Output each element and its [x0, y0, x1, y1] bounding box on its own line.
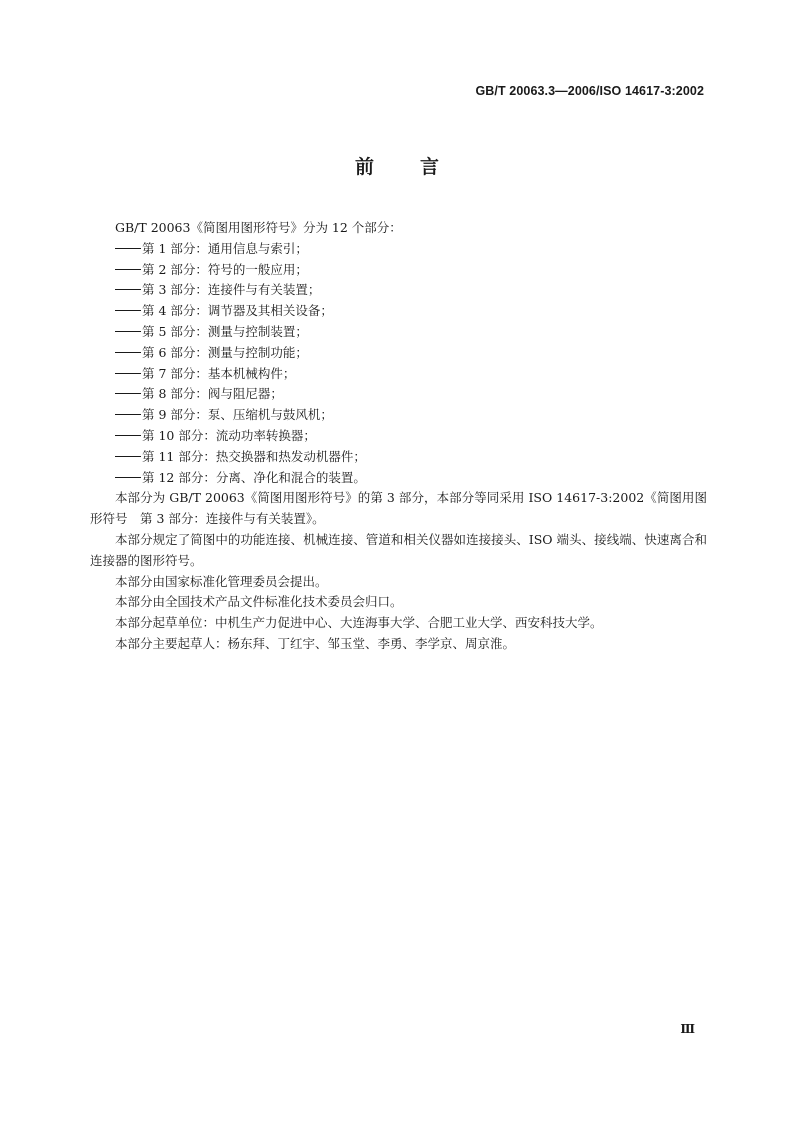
foreword-body — [90, 218, 707, 655]
list-item-part-12: 第 12 部分：分离、净化和混合的装置。 — [90, 468, 707, 489]
page-title-char-1: 前 — [354, 156, 374, 178]
paragraph-proposed-by: 本部分由国家标准化管理委员会提出。 — [115, 573, 328, 589]
paragraph-scope: 本部分规定了简图中的功能连接、机械连接、管道和相关仪器如连接接头、ISO 端头、接线端、快速离合和连接器的图形符号。 — [90, 531, 707, 568]
list-item-part-4: 第 4 部分：调节器及其相关设备； — [90, 301, 707, 322]
list-item-part-7: 第 7 部分：基本机械构件； — [90, 364, 707, 385]
list-item-part-10: 第 10 部分：流动功率转换器； — [90, 426, 707, 447]
list-item-part-5: 第 5 部分：测量与控制装置； — [90, 322, 707, 343]
list-item-part-11: 第 11 部分：热交换器和热发动机器件； — [90, 447, 707, 468]
page-title — [0, 152, 794, 179]
paragraph-relationship: 本部分为 GB/T 20063《简图用图形符号》的第 3 部分，本部分等同采用 ISO 14617-3:2002《简图用图形符号 第 3 部分：连接件与有关装置》。 — [90, 490, 707, 527]
paragraph-responsible-committee: 本部分由全国技术产品文件标准化技术委员会归口。 — [115, 594, 403, 610]
list-item-part-3: 第 3 部分：连接件与有关装置； — [90, 280, 707, 301]
page-number: Ⅲ — [680, 1022, 695, 1036]
list-item-part-9: 第 9 部分：泵、压缩机与鼓风机； — [90, 405, 707, 426]
standard-number-header: GB/T 20063.3—2006/ISO 14617-3:2002 — [475, 84, 704, 98]
list-item-part-2: 第 2 部分：符号的一般应用； — [90, 260, 707, 281]
list-item-part-8: 第 8 部分：阀与阻尼器； — [90, 384, 707, 405]
list-item-part-1: 第 1 部分：通用信息与索引； — [90, 239, 707, 260]
list-item-part-6: 第 6 部分：测量与控制功能； — [90, 343, 707, 364]
paragraph-drafting-units: 本部分起草单位：中机生产力促进中心、大连海事大学、合肥工业大学、西安科技大学。 — [115, 615, 603, 631]
page-title-char-2: 言 — [420, 156, 440, 178]
intro-paragraph: GB/T 20063《简图用图形符号》分为 12 个部分： — [115, 220, 402, 235]
paragraph-drafters: 本部分主要起草人：杨东拜、丁红宇、邹玉堂、李勇、李学京、周京淮。 — [115, 635, 516, 651]
